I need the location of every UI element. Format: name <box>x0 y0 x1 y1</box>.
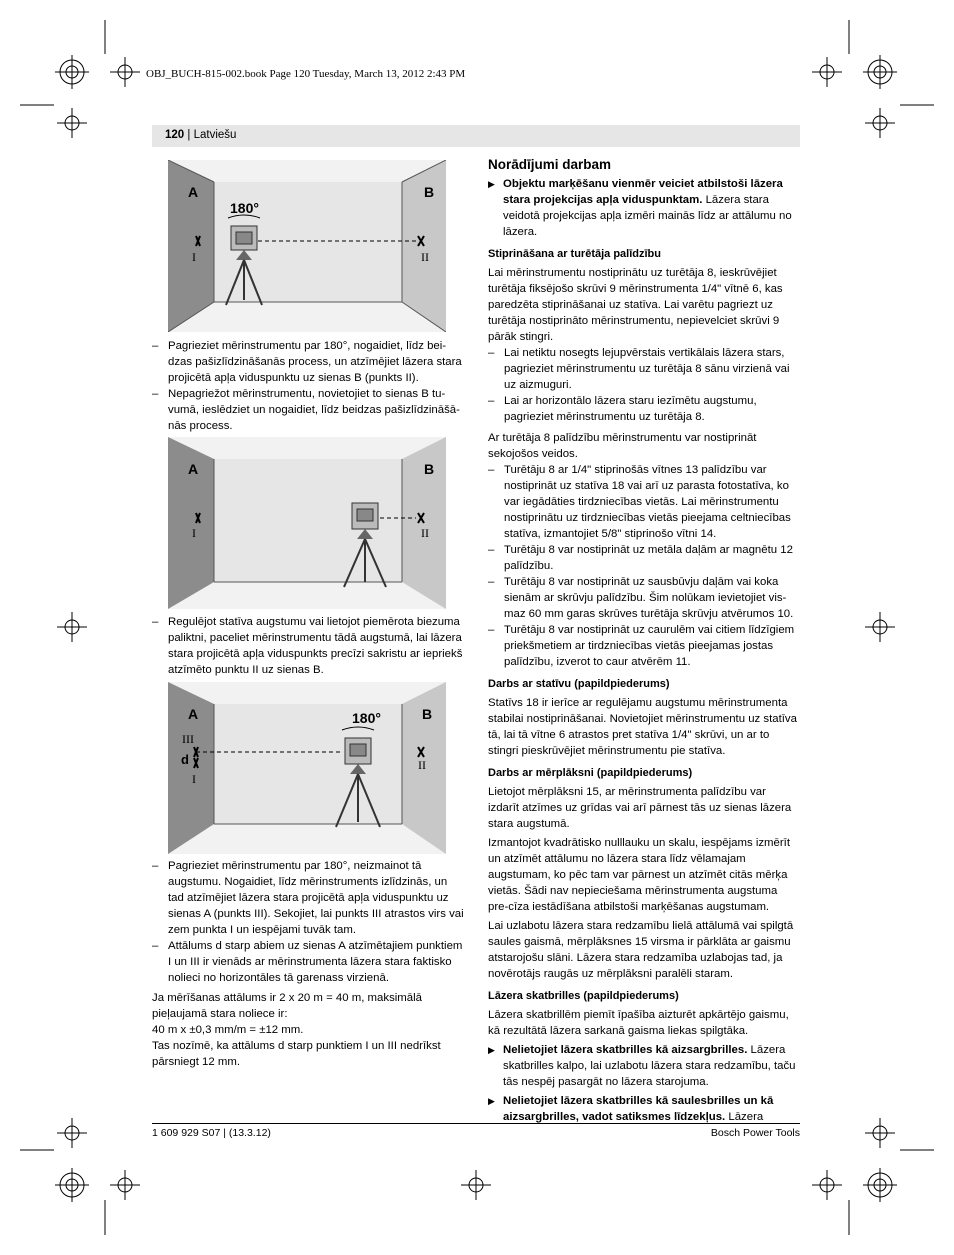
figure-2 <box>168 437 446 609</box>
paragraph: Lai uzlabotu lāzera stara redzamību lielā attālumā vai spilgtā saules gaismā, mērplāksnes 15 virsma ir pārklāta ar gaismu atstarojošu slāni. Lāzera stara redzamība uzlabojas tad, ja novērotājs raugās uz mērplāksni paralēli staram. <box>488 920 794 980</box>
wall-a-label: A <box>188 184 199 200</box>
figure-3 <box>168 682 446 854</box>
point-i-label: I <box>192 772 196 786</box>
wall-b-label: B <box>424 184 435 200</box>
list-item: – Nepagriežot mērinstrumentu, novietojiet to sienas B tu-vumā, ieslēdziet un nogaidiet, līdz beidzas pašizlīdzināšā-nās process. <box>152 388 460 432</box>
point-i-label: I <box>192 250 196 264</box>
bullet-item: ▶ Objektu marķēšanu vienmēr veiciet atbilstoši lāzera stara projekcijas apļa viduspunktam. Lāzera stara veidotā projekcijas apļa izmēri mainās līdz ar attālumu no lāzera. <box>488 178 792 238</box>
distance-d-label: d <box>181 752 189 767</box>
bullet-item: ▶ Nelietojiet lāzera skatbrilles kā aizsargbrilles. Lāzera skatbrilles kalpo, lai uzlabotu lāzera stara redzamību, taču tās nespēj pasargāt no lāzera starojuma. <box>488 1044 796 1088</box>
list-item: – Turētāju 8 var nostiprināt uz metāla daļām ar magnētu 12 palīdzību. <box>488 544 793 572</box>
rotation-label: 180° <box>352 710 381 726</box>
print-line: OBJ_BUCH-815-002.book Page 120 Tuesday, March 13, 2012 2:43 PM <box>146 68 466 80</box>
wall-a-label: A <box>188 706 199 722</box>
point-ii-label: II <box>421 250 429 264</box>
formula: 40 m x ±0,3 mm/m = ±12 mm. <box>152 1024 304 1036</box>
page-header <box>165 129 236 141</box>
wall-a-label: A <box>188 461 199 477</box>
header-language: Latviešu <box>193 129 237 141</box>
rotation-label: 180° <box>230 200 259 216</box>
paragraph: Ar turētāja 8 palīdzību mērinstrumentu var nostiprināt sekojošos veidos. <box>488 432 757 460</box>
right-column <box>488 157 800 1125</box>
header-bar <box>152 125 800 147</box>
footer-rule <box>152 1123 800 1124</box>
left-list-1 <box>152 338 464 434</box>
left-list-2 <box>152 614 464 678</box>
subheading: Stiprināšana ar turētāja palīdzību <box>488 248 661 260</box>
paragraph: Lāzera skatbrillēm piemīt īpašība aizturēt apkārtējo gaismu, kā rezultātā lāzera sarkanā gaisma liekas spilgtāka. <box>488 1009 789 1037</box>
list-item: – Lai netiktu nosegts lejupvērstais vertikālais lāzera stars, pagrieziet mērinstrumentu uz turētāja 8 sānu virzienā vai uz aizmuguri. <box>488 347 790 391</box>
paragraph: Izmantojot kvadrātisko nulllauku un skalu, iespējams izmērīt un atzīmēt attālumu no lāzera stara līdz vēlamajam augstumam, ko pēc tam var pārnest un atzīmēt citās mērķa vietās. Šādi nav nepieciešama mērinstrumenta augstuma pre-cīza iestādīšana atbilstoši marķēšanas augstumam. <box>488 837 790 913</box>
paragraph: Tas nozīmē, ka attālums d starp punktiem I un III nedrīkst pārsniegt 12 mm. <box>152 1040 441 1068</box>
point-iii-label: III <box>182 732 194 746</box>
bullet-item: ▶ Nelietojiet lāzera skatbrilles kā saulesbrilles un kā aizsargbrilles, vadot satiksmes līdzekļus. Lāzera <box>488 1095 774 1123</box>
footer-right: Bosch Power Tools <box>710 1127 800 1139</box>
figure-3-drawing <box>168 682 446 854</box>
figure-2-drawing <box>168 437 446 609</box>
subheading: Lāzera skatbrilles (papildpiederums) <box>488 990 679 1002</box>
footer-left: 1 609 929 S07 | (13.3.12) <box>152 1127 271 1139</box>
list-item: – Attālums d starp abiem uz sienas A atzīmētajiem punktiem I un III ir vienāds ar mērinstrumenta lāzera stara faktisko nolieci no horizontāles tā garenass virzienā. <box>152 940 463 984</box>
section-title: Norādījumi darbam <box>488 157 612 172</box>
subheading: Darbs ar statīvu (papildpiederums) <box>488 678 670 690</box>
paragraph: Statīvs 18 ir ierīce ar regulējamu augstumu mērinstrumenta stabilai nostiprināšanai. Novietojiet mērinstrumentu uz statīva tā, lai tā vītne 6 atrastos pret statīva 1/4" skrūvi, un ar to stingri pieskrūvējiet mērinstrumentu pie statīva. <box>488 697 797 757</box>
left-list-3 <box>152 858 464 1070</box>
list-item: – Turētāju 8 var nostiprināt uz sausbūvju daļām vai koka sienām ar skrūvju palīdzību. Šim nolūkam ievietojiet vis-maz 60 mm garas skrūves turētāja skrūvju atvērumos 10. <box>488 576 794 620</box>
list-item: – Regulējot statīva augstumu vai lietojot piemērota biezuma paliktni, paceliet mērinstrumentu tādā augstumā, lai lāzera stara projicētā apļa viduspunkts precīzi sakristu ar iepriekš atzīmēto punktu II uz sienas B. <box>152 616 463 676</box>
paragraph: Lai mērinstrumentu nostiprinātu uz turētāja 8, ieskrūvējiet turētāja fiksējošo skrūvi 9 mērinstrumenta 1/4" vītnē 6, kas paredzēta stiprināšanai uz statīva. Lai varētu pagriezt uz turētāja nostiprināto mērinstrumentu, nepievelciet skrūvi 9 pārāk stingri. <box>488 267 783 343</box>
point-ii-label: II <box>418 758 426 772</box>
list-item: – Lai ar horizontālo lāzera staru iezīmētu augstumu, pagrieziet mērinstrumentu uz turētāja 8. <box>488 395 757 423</box>
subheading: Darbs ar mērplāksni (papildpiederums) <box>488 767 693 779</box>
paragraph: Ja mērīšanas attālums ir 2 x 20 m = 40 m, maksimālā pieļaujamā stara noliece ir: <box>152 992 422 1020</box>
figure-1 <box>168 160 446 332</box>
point-i-label: I <box>192 526 196 540</box>
header-separator: | <box>184 129 194 141</box>
paragraph: Lietojot mērplāksni 15, ar mērinstrumenta palīdzību var izdarīt atzīmes uz grīdas vai arī pārnest tās uz sienas lāzera stara augstumā. <box>488 786 792 830</box>
point-ii-label: II <box>421 526 429 540</box>
figure-1-drawing <box>168 160 446 332</box>
list-item: – Pagrieziet mērinstrumentu par 180°, nogaidiet, līdz bei-dzas pašizlīdzināšanās process, un atzīmējiet lāzera stara projicētā apļa viduspunktu uz sienas B (punkts II). <box>152 340 462 384</box>
list-item: – Pagrieziet mērinstrumentu par 180°, neizmainot tā augstumu. Nogaidiet, līdz mērinstruments izlīdzinās, un tad atzīmējiet lāzera stara projicētā apļa viduspunktu uz sienas A (punkts III). Sekojiet, lai punkts III atrastos virs vai zem punkta I un iespējami tuvāk tam. <box>152 860 464 936</box>
wall-b-label: B <box>424 461 435 477</box>
list-item: – Turētāju 8 ar 1/4" stiprinošās vītnes 13 palīdzību var nostiprināt uz statīva 18 vai arī uz parasta fotostatīva, ko var iegādāties tirdzniecības vietās. Lai mērinstrumentu nostiprinātu uz tirdzniecības vietās pieejama celtniecības statīva, izmantojiet 5/8" stiprinošo vītni 14. <box>488 464 791 540</box>
wall-b-label: B <box>422 706 433 722</box>
page-number: 120 <box>165 129 185 141</box>
list-item: – Turētāju 8 var nostiprināt uz caurulēm vai citiem līdzīgiem priekšmetiem ar tirdzniecības vietās pieejamas jostas palīdzību, izverot to caur atvērēm 11. <box>488 624 795 668</box>
